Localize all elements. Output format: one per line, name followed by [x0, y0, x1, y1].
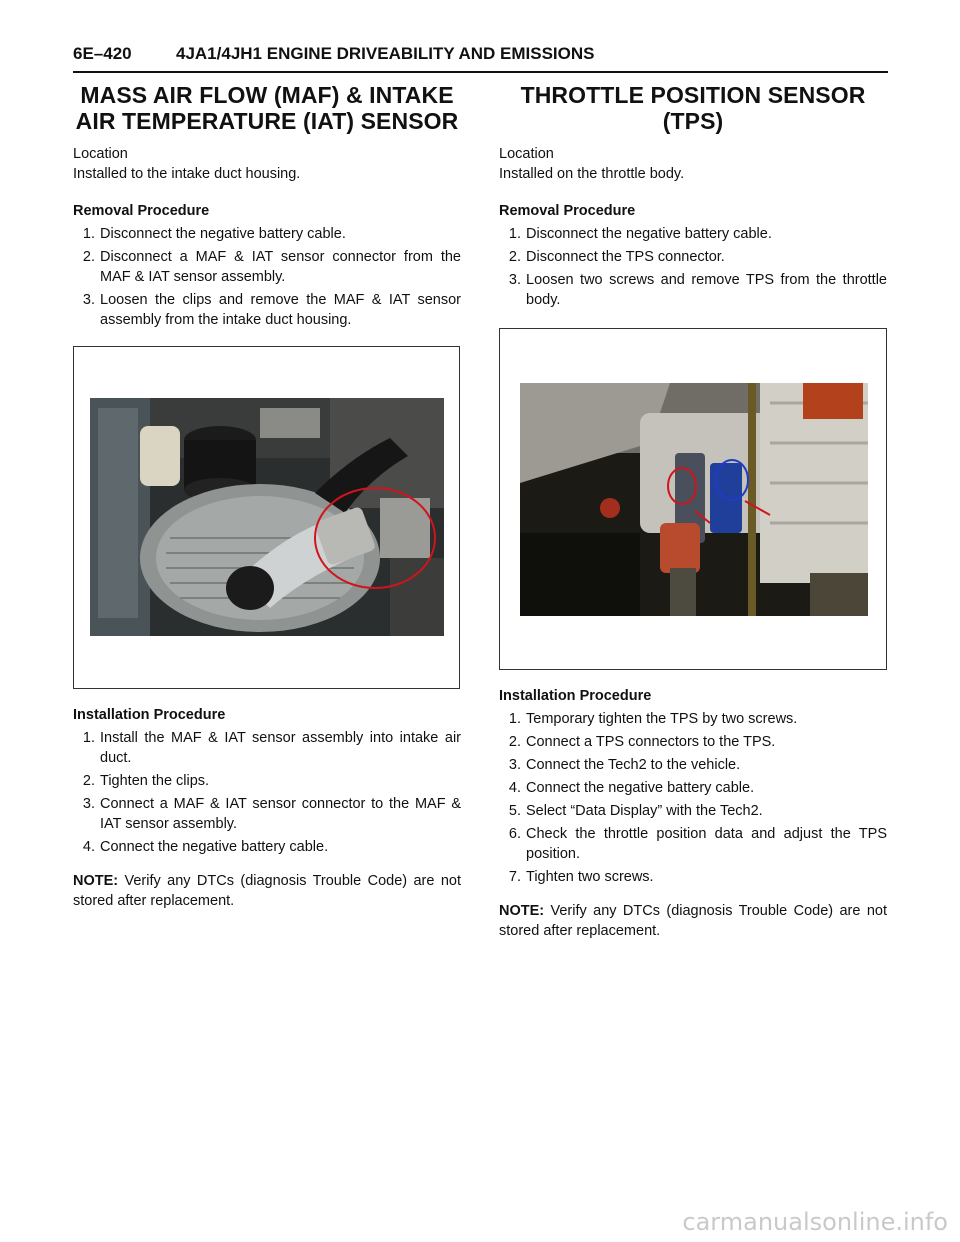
step-text: Loosen the clips and remove the MAF & IAT sensor assembly from the intake duct housing.: [100, 292, 461, 328]
removal-step: [73, 224, 461, 244]
installation-step: [73, 794, 461, 834]
installation-step: [499, 867, 887, 887]
heading-line-1: THROTTLE POSITION SENSOR: [520, 82, 866, 108]
removal-steps: [499, 224, 887, 310]
installation-steps: [73, 728, 461, 857]
step-number: 7.: [508, 869, 521, 885]
tps-figure: [499, 328, 887, 670]
note-text: Verify any DTCs (diagnosis Trouble Code) are not stored after replacement.: [499, 903, 887, 939]
step-number: 1.: [508, 711, 521, 727]
step-text: Loosen two screws and remove TPS from the throttle body.: [526, 272, 887, 308]
step-text: Connect the negative battery cable.: [100, 839, 329, 855]
installation-step: [499, 801, 887, 821]
step-text: Connect the Tech2 to the vehicle.: [526, 757, 741, 773]
step-text: Select “Data Display” with the Tech2.: [526, 803, 763, 819]
installation-procedure-heading: Installation Procedure: [499, 688, 652, 704]
step-number: 3.: [82, 292, 95, 308]
heading-line-2: (TPS): [662, 108, 724, 134]
installation-step: [73, 728, 461, 768]
location-label: Location: [499, 146, 554, 162]
step-number: 2.: [82, 773, 95, 789]
step-number: 3.: [508, 757, 521, 773]
tps-section: [499, 82, 887, 941]
installation-procedure-heading: Installation Procedure: [73, 707, 226, 723]
step-text: Connect a TPS connectors to the TPS.: [526, 734, 776, 750]
heading-line-1: MASS AIR FLOW (MAF) & INTAKE: [80, 82, 454, 108]
step-number: 1.: [508, 226, 521, 242]
removal-procedure-heading: Removal Procedure: [499, 203, 636, 219]
maf-iat-engine-photo: [90, 398, 444, 636]
step-text: Disconnect the negative battery cable.: [100, 226, 346, 242]
installation-step: [499, 824, 887, 864]
manual-section-title: 4JA1/4JH1 ENGINE DRIVEABILITY AND EMISSIONS: [176, 44, 595, 63]
removal-step: [73, 247, 461, 287]
step-number: 5.: [508, 803, 521, 819]
removal-step: [73, 290, 461, 330]
removal-step: [499, 224, 887, 244]
note-label: NOTE:: [499, 903, 545, 919]
note-text: Verify any DTCs (diagnosis Trouble Code) are not stored after replacement.: [73, 873, 461, 909]
step-number: 1.: [82, 730, 95, 746]
step-text: Connect the negative battery cable.: [526, 780, 755, 796]
step-number: 6.: [508, 826, 521, 842]
watermark: carmanualsonline.info: [682, 1208, 948, 1236]
header-rule: [73, 71, 888, 73]
maf-iat-figure: [73, 346, 460, 689]
step-text: Disconnect a MAF & IAT sensor connector from the MAF & IAT sensor assembly.: [100, 249, 461, 285]
removal-step: [499, 270, 887, 310]
page-header: [73, 44, 888, 74]
removal-steps: [73, 224, 461, 330]
step-text: Disconnect the TPS connector.: [526, 249, 725, 265]
note: [73, 871, 461, 911]
note: [499, 901, 887, 941]
heading-line-2: AIR TEMPERATURE (IAT) SENSOR: [75, 108, 459, 134]
step-number: 3.: [508, 272, 521, 288]
step-number: 1.: [82, 226, 95, 242]
location-text: Installed on the throttle body.: [499, 166, 685, 182]
step-number: 2.: [82, 249, 95, 265]
page-number: 6E–420: [73, 44, 132, 63]
step-number: 4.: [508, 780, 521, 796]
installation-step: [499, 778, 887, 798]
tps-throttle-body-photo: [520, 383, 868, 616]
step-text: Check the throttle position data and adjust the TPS position.: [526, 826, 887, 862]
removal-step: [499, 247, 887, 267]
tps-heading: [499, 82, 887, 134]
location-label: Location: [73, 146, 128, 162]
step-text: Disconnect the negative battery cable.: [526, 226, 772, 242]
installation-step: [499, 709, 887, 729]
step-text: Tighten two screws.: [526, 869, 654, 885]
step-text: Temporary tighten the TPS by two screws.: [526, 711, 798, 727]
installation-step: [73, 837, 461, 857]
maf-iat-section: [73, 82, 461, 911]
maf-iat-heading: [73, 82, 461, 134]
installation-steps: [499, 709, 887, 887]
step-number: 4.: [82, 839, 95, 855]
location-text: Installed to the intake duct housing.: [73, 166, 301, 182]
step-text: Connect a MAF & IAT sensor connector to the MAF & IAT sensor assembly.: [100, 796, 461, 832]
note-label: NOTE:: [73, 873, 119, 889]
installation-step: [73, 771, 461, 791]
installation-step: [499, 732, 887, 752]
step-text: Install the MAF & IAT sensor assembly into intake air duct.: [100, 730, 461, 766]
installation-step: [499, 755, 887, 775]
step-text: Tighten the clips.: [100, 773, 210, 789]
removal-procedure-heading: Removal Procedure: [73, 203, 210, 219]
step-number: 2.: [508, 249, 521, 265]
step-number: 2.: [508, 734, 521, 750]
step-number: 3.: [82, 796, 95, 812]
